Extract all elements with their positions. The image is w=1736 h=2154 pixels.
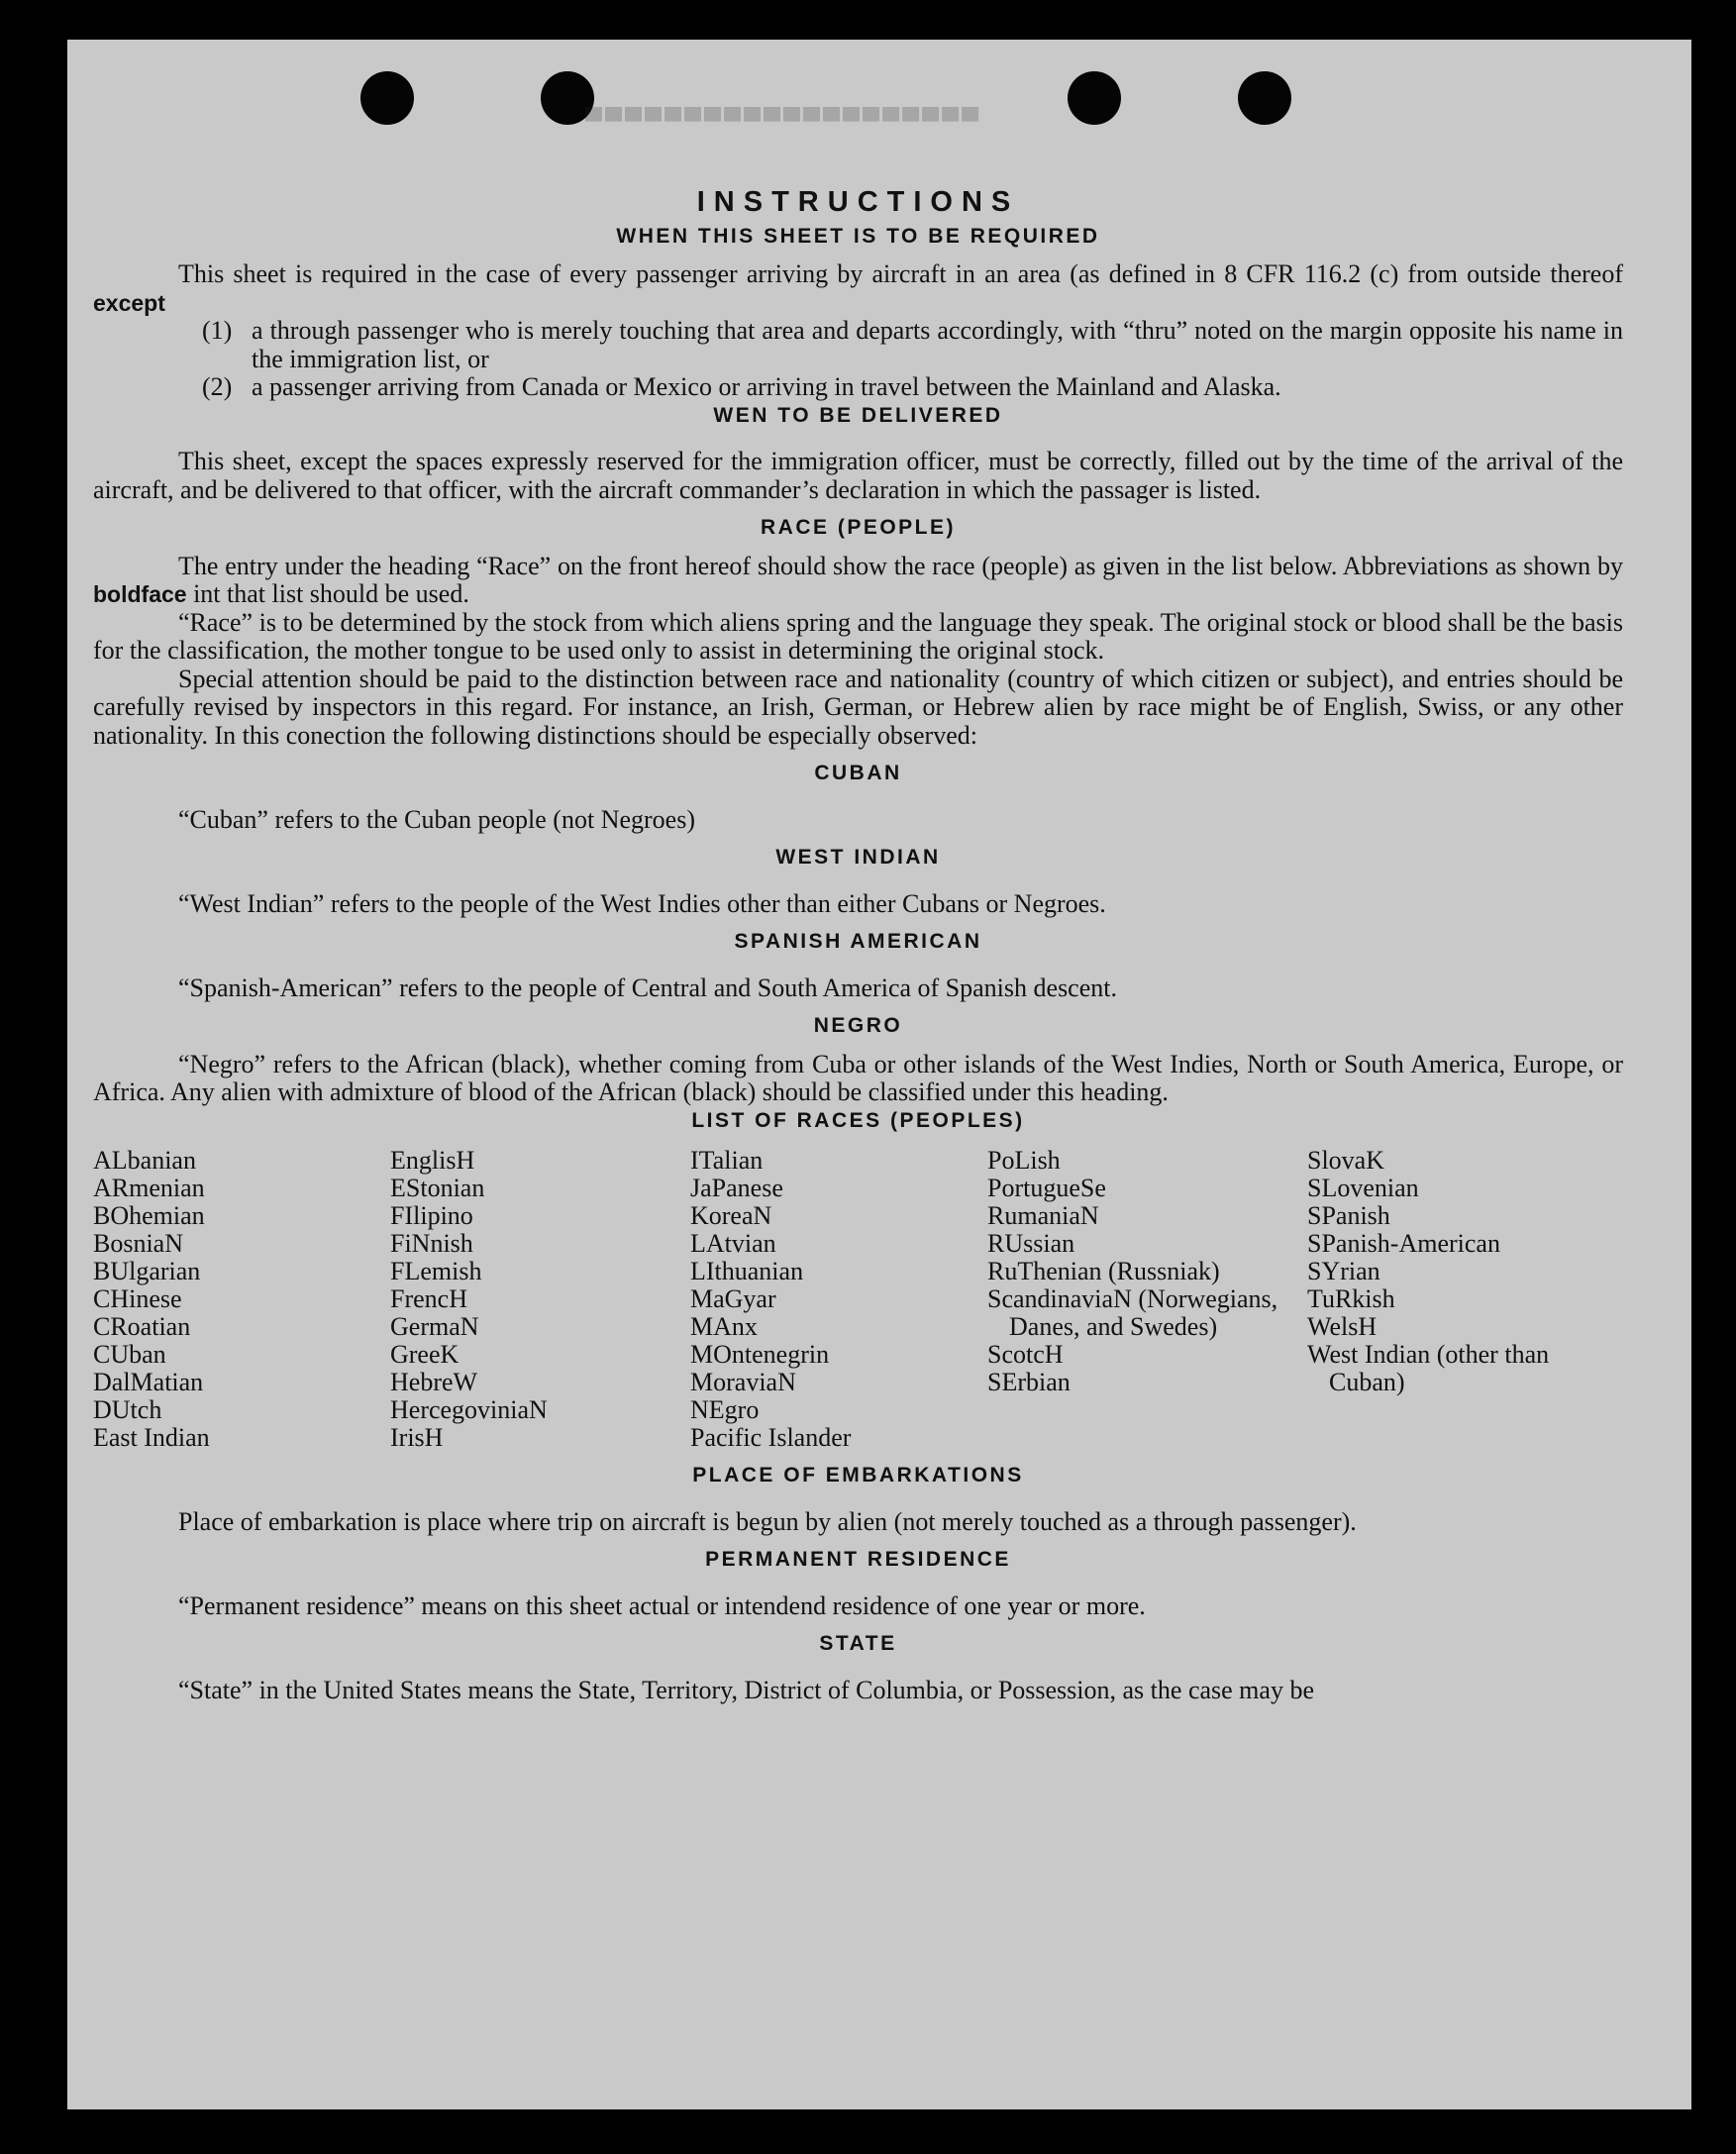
document-page xyxy=(67,40,1691,2109)
section-heading-list-of-races: LIST OF RACES (PEOPLES) xyxy=(691,1108,1025,1132)
race-item: FiNnish xyxy=(390,1229,473,1258)
exception-number: (2) xyxy=(202,372,233,401)
embarkation-paragraph: Place of embarkation is place where trip on aircraft is begun by alien (not merely touched as a through passenger). xyxy=(178,1506,1357,1536)
race-item: TuRkish xyxy=(1307,1284,1395,1313)
race-item: FIlipino xyxy=(390,1201,473,1230)
race-p1-after: int that list should be used. xyxy=(193,579,469,608)
races-column-2 xyxy=(390,1147,690,1452)
race-item: CUban xyxy=(93,1340,166,1369)
race-item: JaPanese xyxy=(690,1174,783,1202)
race-item: BUlgarian xyxy=(93,1257,201,1285)
races-column-4 xyxy=(987,1147,1307,1452)
races-column-3 xyxy=(690,1147,987,1452)
race-item: HebreW xyxy=(390,1368,478,1396)
race-p1-before: The entry under the heading “Race” on the front hereof should show the race (people) as given in the list below. Abbreviations as shown by xyxy=(178,551,1623,580)
race-item: WelsH xyxy=(1307,1312,1378,1341)
race-item: West Indian (other than Cuban) xyxy=(1307,1340,1550,1396)
race-item: GermaN xyxy=(390,1312,479,1341)
exception-number: (1) xyxy=(202,316,233,345)
race-item: FrencH xyxy=(390,1284,467,1313)
race-item: ScotcH xyxy=(987,1340,1064,1369)
race-item: HercegoviniaN xyxy=(390,1395,548,1424)
boldface-emphasis: boldface xyxy=(93,581,187,607)
state-paragraph: “State” in the United States means the State, Territory, District of Columbia, or Possession, as the case may be xyxy=(178,1675,1314,1704)
race-item: BosniaN xyxy=(93,1229,183,1258)
race-paragraph-2: “Race” is to be determined by the stock from which aliens spring and the language they speak. The original stock or blood shall be the basis for the classification, the mother tongue to be used only to assist in determining the original stock. xyxy=(93,607,1623,665)
race-item: CRoatian xyxy=(93,1312,191,1341)
required-intro-text: This sheet is required in the case of every passenger arriving by aircraft in an area (as defined in 8 CFR 116.2 (c) from outside thereof xyxy=(178,259,1623,288)
section-heading-race: RACE (PEOPLE) xyxy=(760,516,956,539)
section-heading-when-delivered: WEN TO BE DELIVERED xyxy=(713,403,1003,427)
exception-item-2 xyxy=(202,373,1623,402)
instructions-title: INSTRUCTIONS xyxy=(696,186,1020,218)
race-item: CHinese xyxy=(93,1284,182,1313)
section-heading-state: STATE xyxy=(819,1632,897,1655)
residence-paragraph: “Permanent residence” means on this sheet actual or intendend residence of one year or more. xyxy=(178,1590,1146,1620)
race-item: DUtch xyxy=(93,1395,162,1424)
races-list xyxy=(93,1147,1623,1452)
exception-item-1 xyxy=(202,317,1623,373)
race-item: PoLish xyxy=(987,1146,1061,1175)
required-intro xyxy=(93,260,1623,317)
race-item: MOntenegrin xyxy=(690,1340,830,1369)
race-item: SErbian xyxy=(987,1368,1071,1396)
race-item: MoraviaN xyxy=(690,1368,796,1396)
race-item: RUssian xyxy=(987,1229,1075,1258)
race-item: PortugueSe xyxy=(987,1174,1106,1202)
race-item: East Indian xyxy=(93,1423,210,1452)
race-item: ARmenian xyxy=(93,1174,205,1202)
section-heading-negro: NEGRO xyxy=(813,1014,903,1037)
instructions-body xyxy=(93,188,1623,1704)
race-item: IrisH xyxy=(390,1423,444,1452)
race-item: NEgro xyxy=(690,1395,760,1424)
race-item: SLovenian xyxy=(1307,1174,1419,1202)
section-heading-spanish-american: SPANISH AMERICAN xyxy=(734,930,982,953)
race-item: BOhemian xyxy=(93,1201,205,1230)
race-item: LIthuanian xyxy=(690,1257,804,1285)
race-item: SPanish xyxy=(1307,1201,1390,1230)
show-through-text: ▀▀▀▀▀▀▀▀▀▀▀▀▀▀▀▀▀▀▀▀ xyxy=(582,109,979,135)
race-item: ITalian xyxy=(690,1146,764,1175)
cuban-paragraph: “Cuban” refers to the Cuban people (not Negroes) xyxy=(178,804,695,834)
race-paragraph-3: Special attention should be paid to the distinction between race and nationality (country of which citizen or subject), and entries should be carefully revised by inspectors in this regard. For instance, an Irish, German, or Hebrew alien by race might be of English, Swiss, or any other nationality. In this conection the following distinctions should be especially observed: xyxy=(93,664,1623,750)
section-heading-embarkation: PLACE OF EMBARKATIONS xyxy=(692,1464,1024,1487)
race-item: SYrian xyxy=(1307,1257,1380,1285)
race-item: EStonian xyxy=(390,1174,485,1202)
delivered-paragraph: This sheet, except the spaces expressly reserved for the immigration officer, must be correctly, filled out by the time of the arrival of the aircraft, and be delivered to that officer, with the aircraft commander’s declaration in which the passager is listed. xyxy=(93,447,1623,504)
punch-hole xyxy=(1238,71,1291,125)
punch-hole xyxy=(1068,71,1121,125)
race-item: RuThenian (Russniak) xyxy=(987,1257,1220,1285)
race-item: MAnx xyxy=(690,1312,758,1341)
race-item: EnglisH xyxy=(390,1146,475,1175)
exception-text: a through passenger who is merely touching that area and departs accordingly, with “thru” noted on the margin opposite his name in the immigration list, or xyxy=(252,316,1623,373)
race-item: DalMatian xyxy=(93,1368,204,1396)
races-column-5 xyxy=(1307,1147,1604,1452)
section-heading-cuban: CUBAN xyxy=(814,762,902,784)
race-item: SPanish-American xyxy=(1307,1229,1500,1258)
race-item: RumaniaN xyxy=(987,1201,1099,1230)
exception-text: a passenger arriving from Canada or Mexico or arriving in travel between the Mainland and Alaska. xyxy=(252,372,1281,401)
race-item: ALbanian xyxy=(93,1146,196,1175)
races-column-1 xyxy=(93,1147,390,1452)
race-item: SlovaK xyxy=(1307,1146,1384,1175)
except-emphasis: except xyxy=(93,289,165,316)
race-item: Pacific Islander xyxy=(690,1423,852,1452)
west-indian-paragraph: “West Indian” refers to the people of the West Indies other than either Cubans or Negroes. xyxy=(178,888,1106,918)
punch-hole xyxy=(360,71,414,125)
race-item: MaGyar xyxy=(690,1284,776,1313)
race-item: FLemish xyxy=(390,1257,482,1285)
section-heading-residence: PERMANENT RESIDENCE xyxy=(705,1548,1011,1571)
race-paragraph-1 xyxy=(93,553,1623,609)
race-item: LAtvian xyxy=(690,1229,776,1258)
spanish-american-paragraph: “Spanish-American” refers to the people of Central and South America of Spanish descent. xyxy=(178,973,1117,1002)
race-item: ScandinaviaN (Norwegians, Danes, and Swedes) xyxy=(987,1284,1278,1341)
section-heading-west-indian: WEST INDIAN xyxy=(775,846,941,869)
race-item: GreeK xyxy=(390,1340,460,1369)
section-heading-when-required: WHEN THIS SHEET IS TO BE REQUIRED xyxy=(616,224,1100,248)
race-item: KoreaN xyxy=(690,1201,772,1230)
negro-paragraph: “Negro” refers to the African (black), whether coming from Cuba or other islands of the West Indies, North or South America, Europe, or Africa. Any alien with admixture of blood of the African (black) should be classified under this heading. xyxy=(93,1049,1623,1106)
